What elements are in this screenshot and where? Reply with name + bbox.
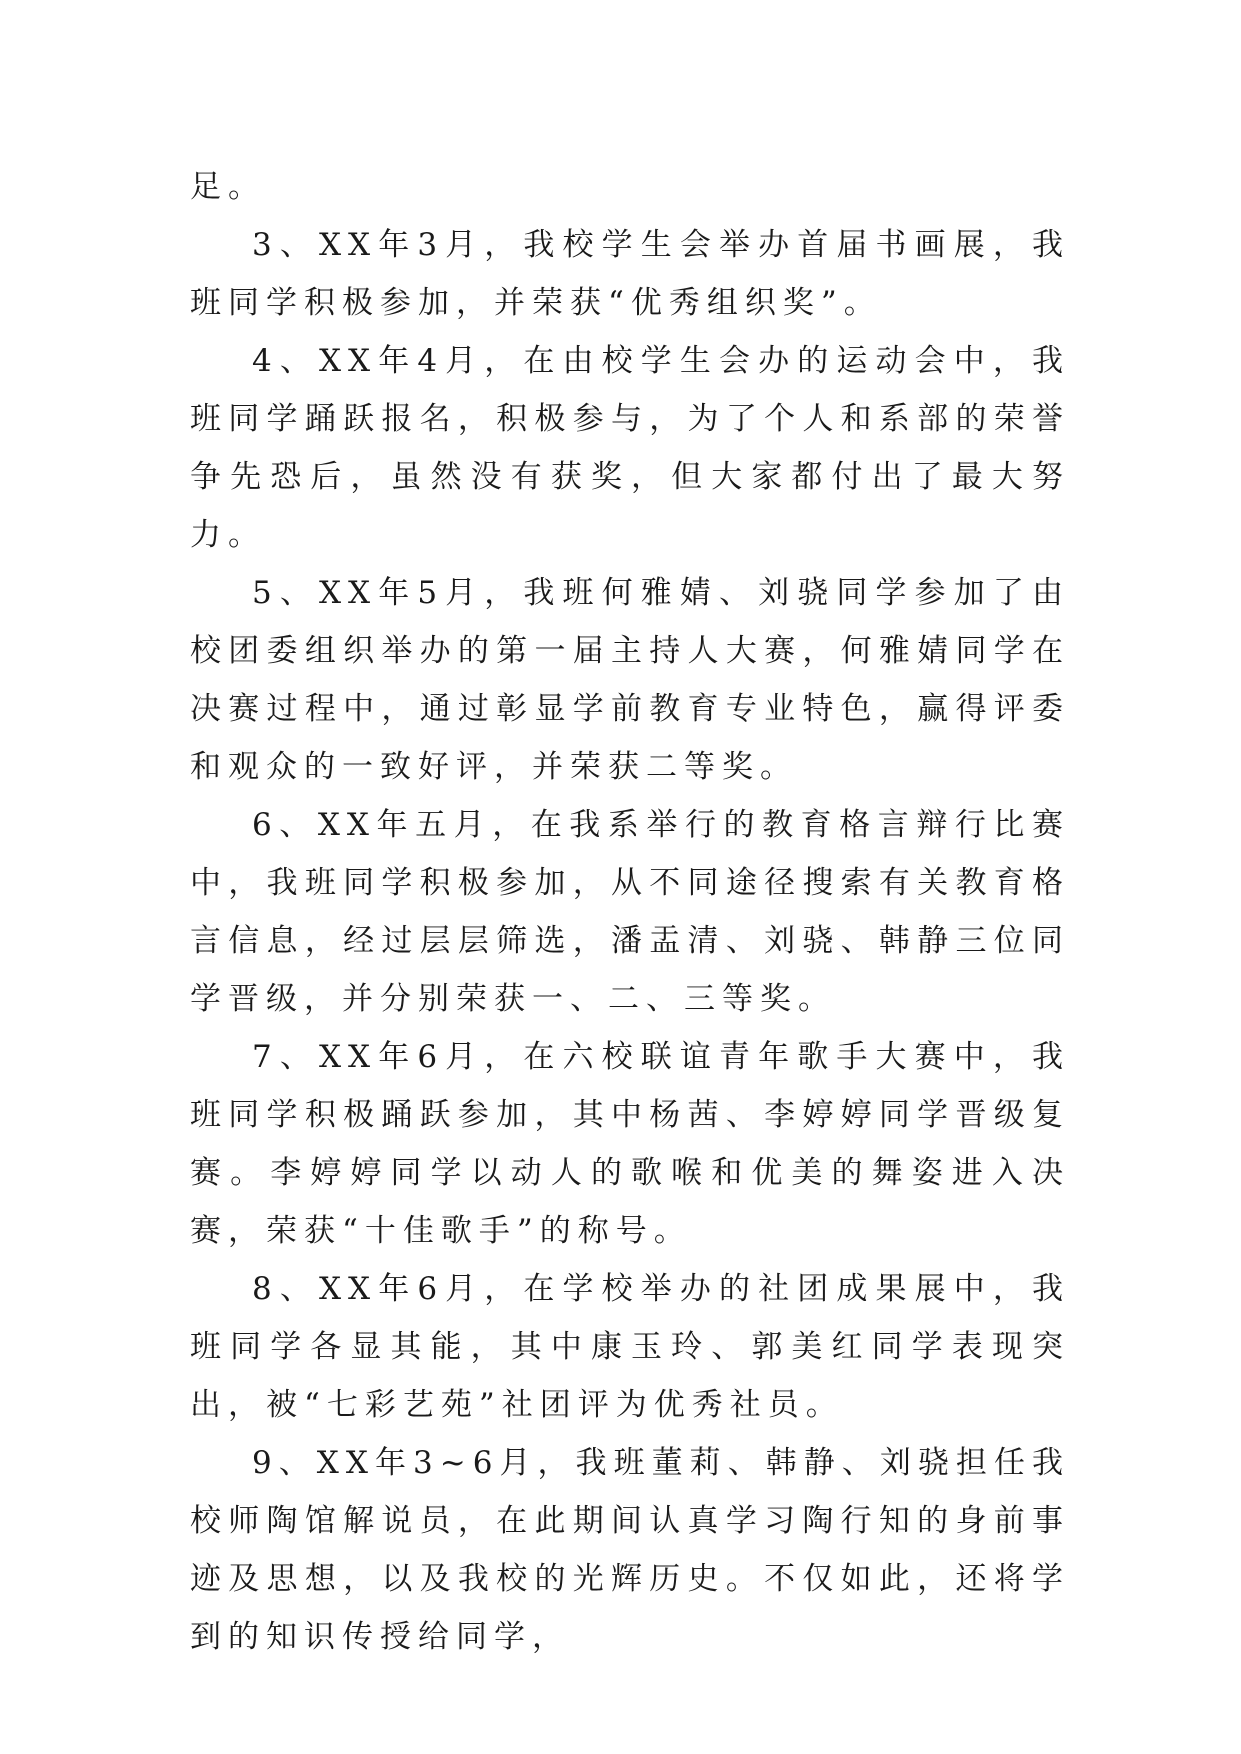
paragraph-item-9: 9、XX年3~6月，我班董莉、韩静、刘骁担任我校师陶馆解说员，在此期间认真学习陶行知的身前事迹及思想，以及我校的光辉历史。不仅如此，还将学到的知识传授给同学， xyxy=(190,1445,1070,1655)
paragraph-continued: 足。 xyxy=(190,169,266,205)
paragraph-item-8: 8、XX年6月，在学校举办的社团成果展中，我班同学各显其能，其中康玉玲、郭美红同学表现突出，被“七彩艺苑”社团评为优秀社员。 xyxy=(190,1271,1070,1423)
paragraph-item-5: 5、XX年5月，我班何雅婧、刘骁同学参加了由校团委组织举办的第一届主持人大赛，何雅婧同学在决赛过程中，通过彰显学前教育专业特色，赢得评委和观众的一致好评，并荣获二等奖。 xyxy=(190,575,1070,785)
paragraph-item-7: 7、XX年6月，在六校联谊青年歌手大赛中，我班同学积极踊跃参加，其中杨茜、李婷婷同学晋级复赛。李婷婷同学以动人的歌喉和优美的舞姿进入决赛，荣获“十佳歌手”的称号。 xyxy=(190,1039,1070,1249)
paragraph-item-3: 3、XX年3月，我校学生会举办首届书画展，我班同学积极参加，并荣获“优秀组织奖”。 xyxy=(190,227,1070,321)
document-body xyxy=(190,158,1070,1666)
paragraph-item-4: 4、XX年4月，在由校学生会办的运动会中，我班同学踊跃报名，积极参与，为了个人和系部的荣誉争先恐后，虽然没有获奖，但大家都付出了最大努力。 xyxy=(190,343,1070,553)
paragraph-item-6: 6、XX年五月，在我系举行的教育格言辩行比赛中，我班同学积极参加，从不同途径搜索有关教育格言信息，经过层层筛选，潘盂清、刘骁、韩静三位同学晋级，并分别荣获一、二、三等奖。 xyxy=(190,807,1070,1017)
